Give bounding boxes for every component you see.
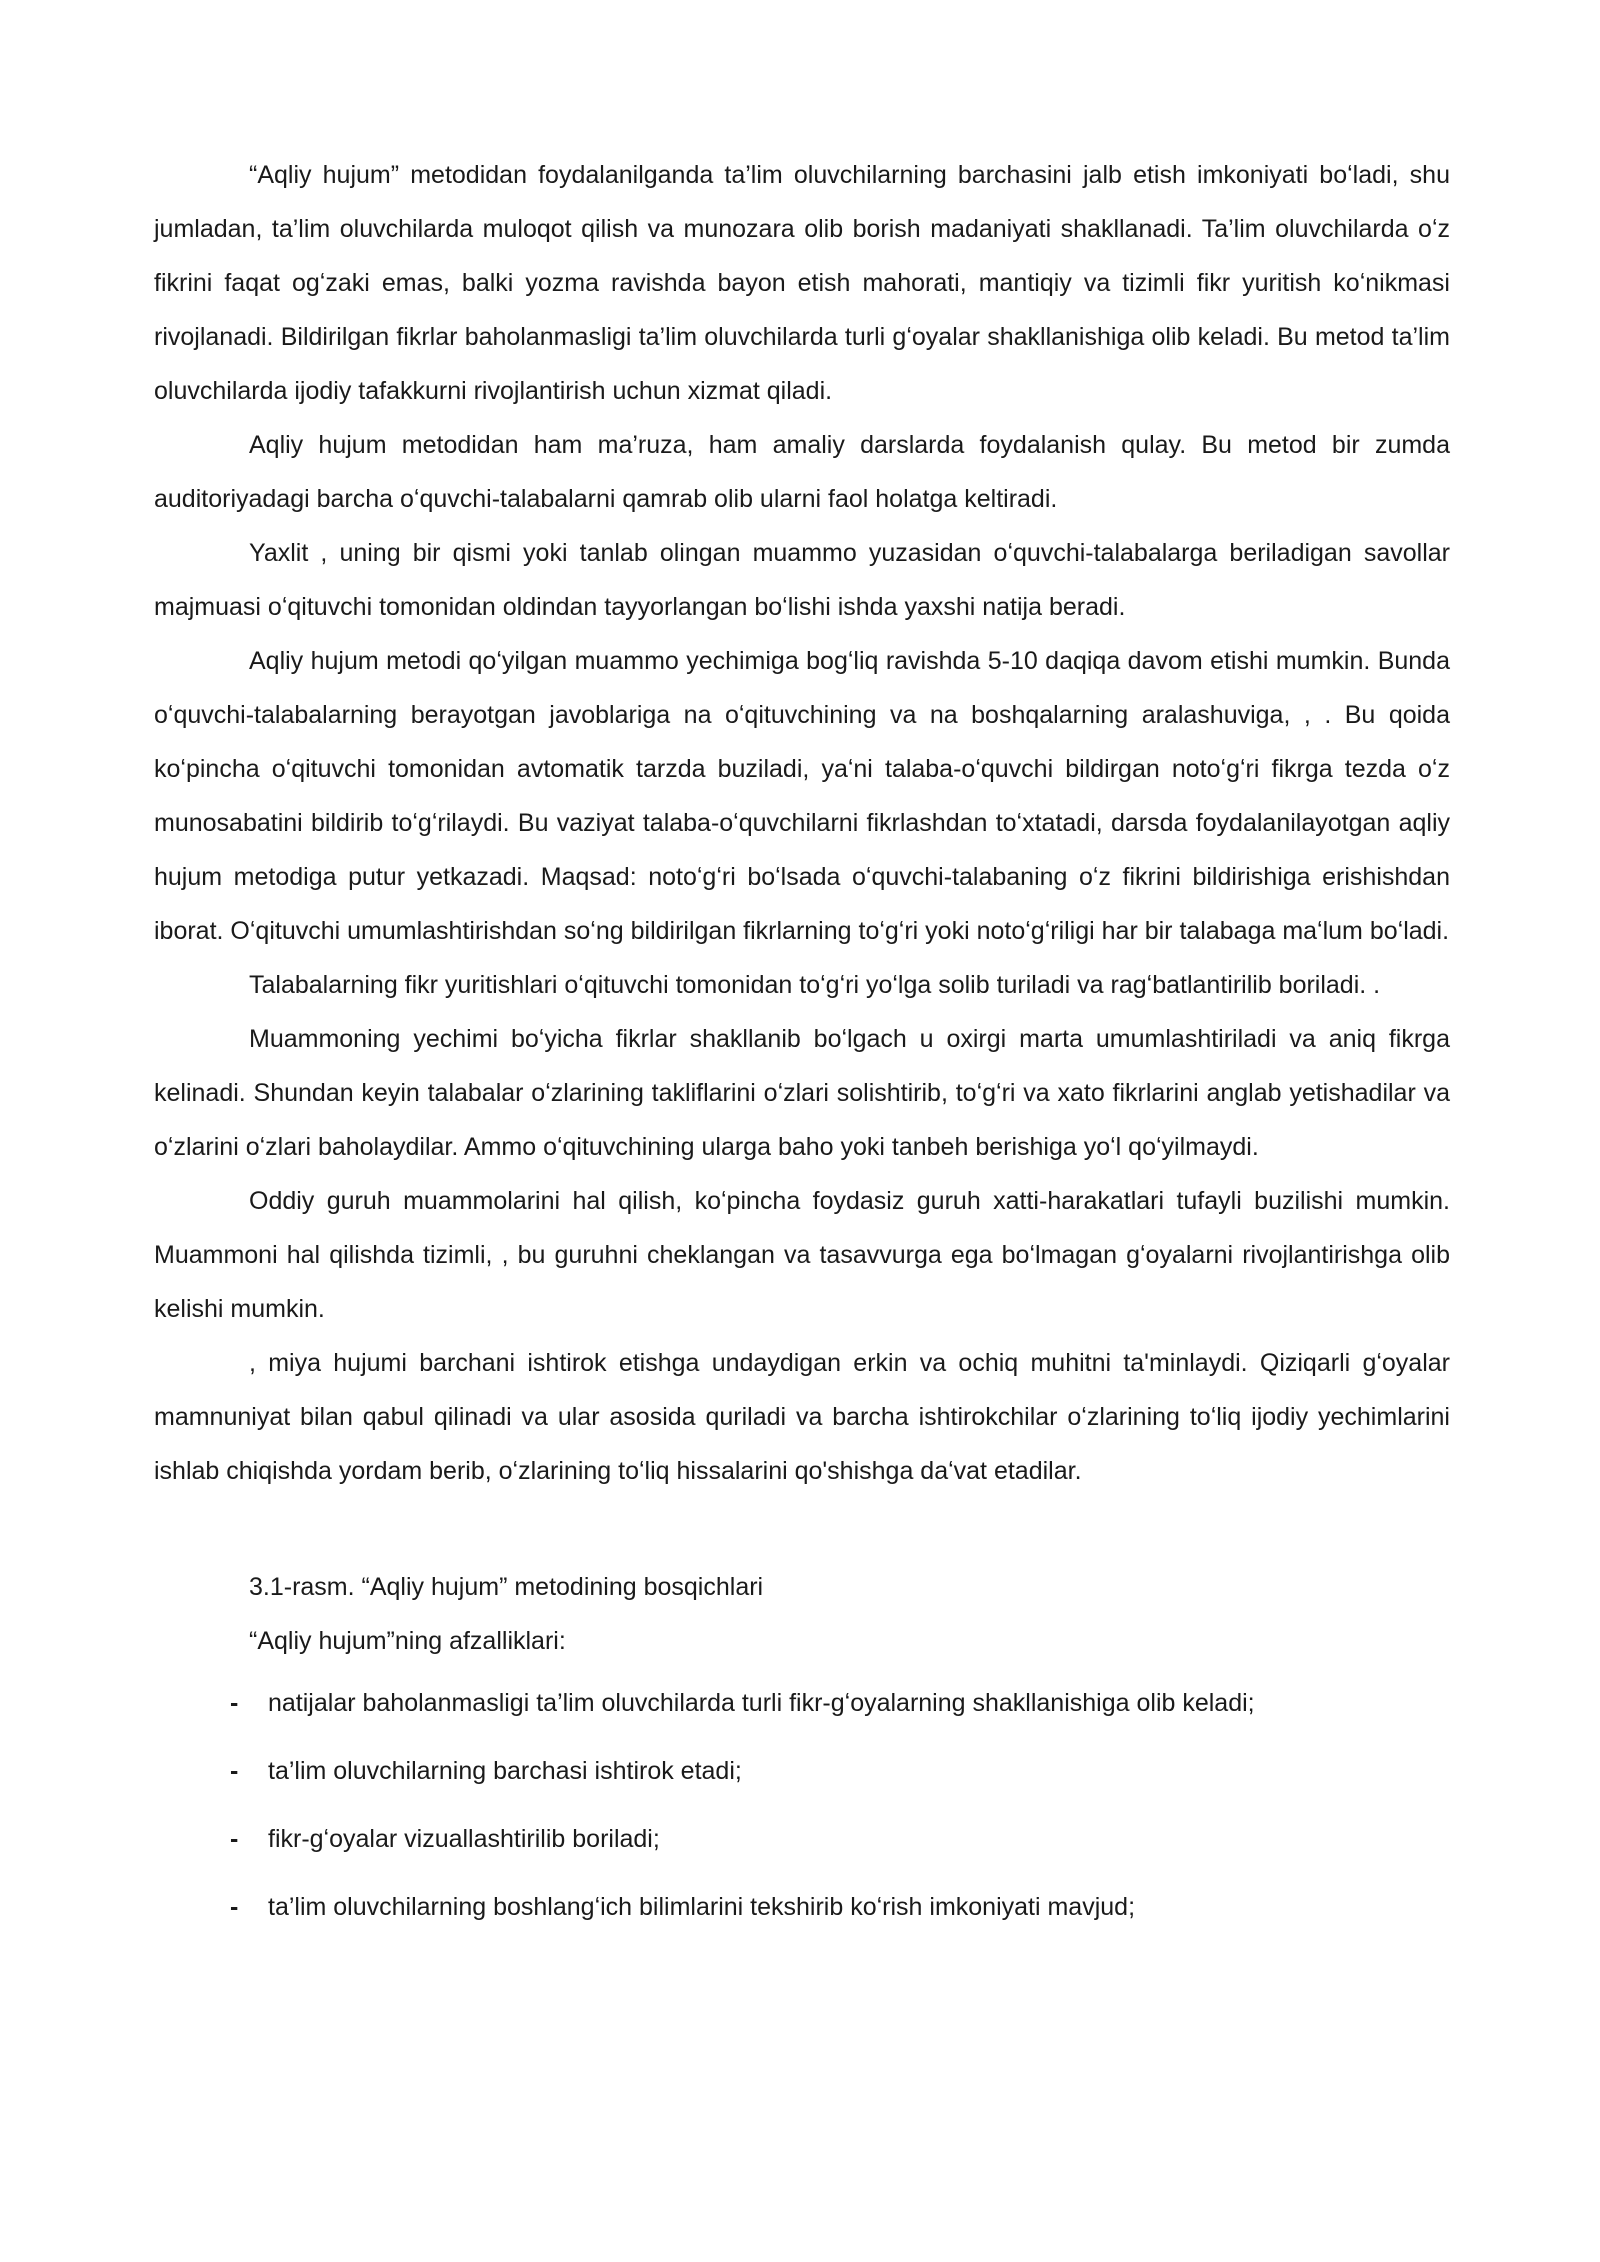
list-item <box>154 1744 1450 1798</box>
paragraph-5: Talabalarning fikr yuritishlari oʻqituvchi tomonidan toʻgʻri yoʻlga solib turiladi va ragʻbatlantirilib boriladi. . <box>249 971 1381 999</box>
figure-spacer <box>154 1498 1450 1560</box>
paragraph-2: Aqliy hujum metodidan ham ma’ruza, ham amaliy darslarda foydalanish qulay. Bu metod bir zumda auditoriyadagi barcha oʻquvchi-talabalarni qamrab olib ularni faol holatga keltiradi. <box>154 431 1450 513</box>
paragraph-1: “Aqliy hujum” metodidan foydalanilganda ta’lim oluvchilarning barchasini jalb etish imkoniyati boʻladi, shu jumladan, ta’lim oluvchilarda muloqot qilish va munozara olib borish madaniyati shakllanadi. Ta’lim oluvchilarda oʻz fikrini faqat ogʻzaki emas, balki yozma ravishda bayon etish mahorati, mantiqiy va tizimli fikr yuritish koʻnikmasi rivojlanadi. Bildirilgan fikrlar baholanmasligi ta’lim oluvchilarda turli gʻoyalar shakllanishiga olib keladi. Bu metod ta’lim oluvchilarda ijodiy tafakkurni rivojlantirish uchun xizmat qiladi. <box>154 161 1450 405</box>
bullet-dash: - <box>230 1689 239 1717</box>
document-body <box>154 148 1450 1948</box>
paragraph-4: Aqliy hujum metodi qoʻyilgan muammo yechimiga bogʻliq ravishda 5-10 daqiqa davom etishi mumkin. Bunda oʻquvchi-talabalarning berayotgan javoblariga na oʻqituvchining va na boshqalarning aralashuviga, , . Bu qoida koʻpincha oʻqituvchi tomonidan avtomatik tarzda buziladi, yaʻni talaba-oʻquvchi bildirgan notoʻgʻri fikrga tezda oʻz munosabatini bildirib toʻgʻrilaydi. Bu vaziyat talaba-oʻquvchilarni fikrlashdan toʻxtatadi, darsda foydalanilayotgan aqliy hujum metodiga putur yetkazadi. Maqsad: notoʻgʻri boʻlsada oʻquvchi-talabaning oʻz fikrini bildirishiga erishishdan iborat. Oʻqituvchi umumlashtirishdan soʻng bildirilgan fikrlarning toʻgʻri yoki notoʻgʻriligi har bir talabaga maʻlum boʻladi. <box>154 647 1450 945</box>
figure-caption: 3.1-rasm. “Aqliy hujum” metodining bosqichlari <box>249 1573 764 1601</box>
list-item-text: natijalar baholanmasligi ta’lim oluvchilarda turli fikr-gʻoyalarning shakllanishiga olib keladi; <box>268 1689 1255 1717</box>
paragraph-3: Yaxlit , uning bir qismi yoki tanlab olingan muammo yuzasidan oʻquvchi-talabalarga beriladigan savollar majmuasi oʻqituvchi tomonidan oldindan tayyorlangan boʻlishi ishda yaxshi natija beradi. <box>154 539 1450 621</box>
paragraph-7: Oddiy guruh muammolarini hal qilish, koʻpincha foydasiz guruh xatti-harakatlari tufayli buzilishi mumkin. Muammoni hal qilishda tizimli, , bu guruhni cheklangan va tasavvurga ega boʻlmagan gʻoyalarni rivojlantirishga olib kelishi mumkin. <box>154 1187 1450 1323</box>
list-item-text: fikr-gʻoyalar vizuallashtirilib boriladi; <box>268 1825 660 1853</box>
bullet-dash: - <box>230 1893 239 1921</box>
list-item <box>154 1880 1450 1934</box>
paragraph-8: , miya hujumi barchani ishtirok etishga undaydigan erkin va ochiq muhitni ta'minlaydi. Qiziqarli gʻoyalar mamnuniyat bilan qabul qilinadi va ular asosida quriladi va barcha ishtirokchilar oʻzlarining toʻliq ijodiy yechimlarini ishlab chiqishda yordam berib, oʻzlarining toʻliq hissalarini qo'shishga daʻvat etadilar. <box>154 1349 1450 1485</box>
bullet-dash: - <box>230 1757 239 1785</box>
list-item <box>154 1676 1450 1730</box>
list-item-text: ta’lim oluvchilarning barchasi ishtirok etadi; <box>268 1757 742 1785</box>
list-item-text: ta’lim oluvchilarning boshlangʻich bilimlarini tekshirib koʻrish imkoniyati mavjud; <box>268 1893 1136 1921</box>
advantages-heading: “Aqliy hujum”ning afzalliklari: <box>249 1627 566 1655</box>
list-item <box>154 1812 1450 1866</box>
paragraph-6: Muammoning yechimi boʻyicha fikrlar shakllanib boʻlgach u oxirgi marta umumlashtiriladi va aniq fikrga kelinadi. Shundan keyin talabalar oʻzlarining takliflarini oʻzlari solishtirib, toʻgʻri va xato fikrlarini anglab yetishadilar va oʻzlarini oʻzlari baholaydilar. Ammo oʻqituvchining ularga baho yoki tanbeh berishiga yoʻl qoʻyilmaydi. <box>154 1025 1450 1161</box>
bullet-dash: - <box>230 1825 239 1853</box>
advantages-list <box>154 1676 1450 1934</box>
